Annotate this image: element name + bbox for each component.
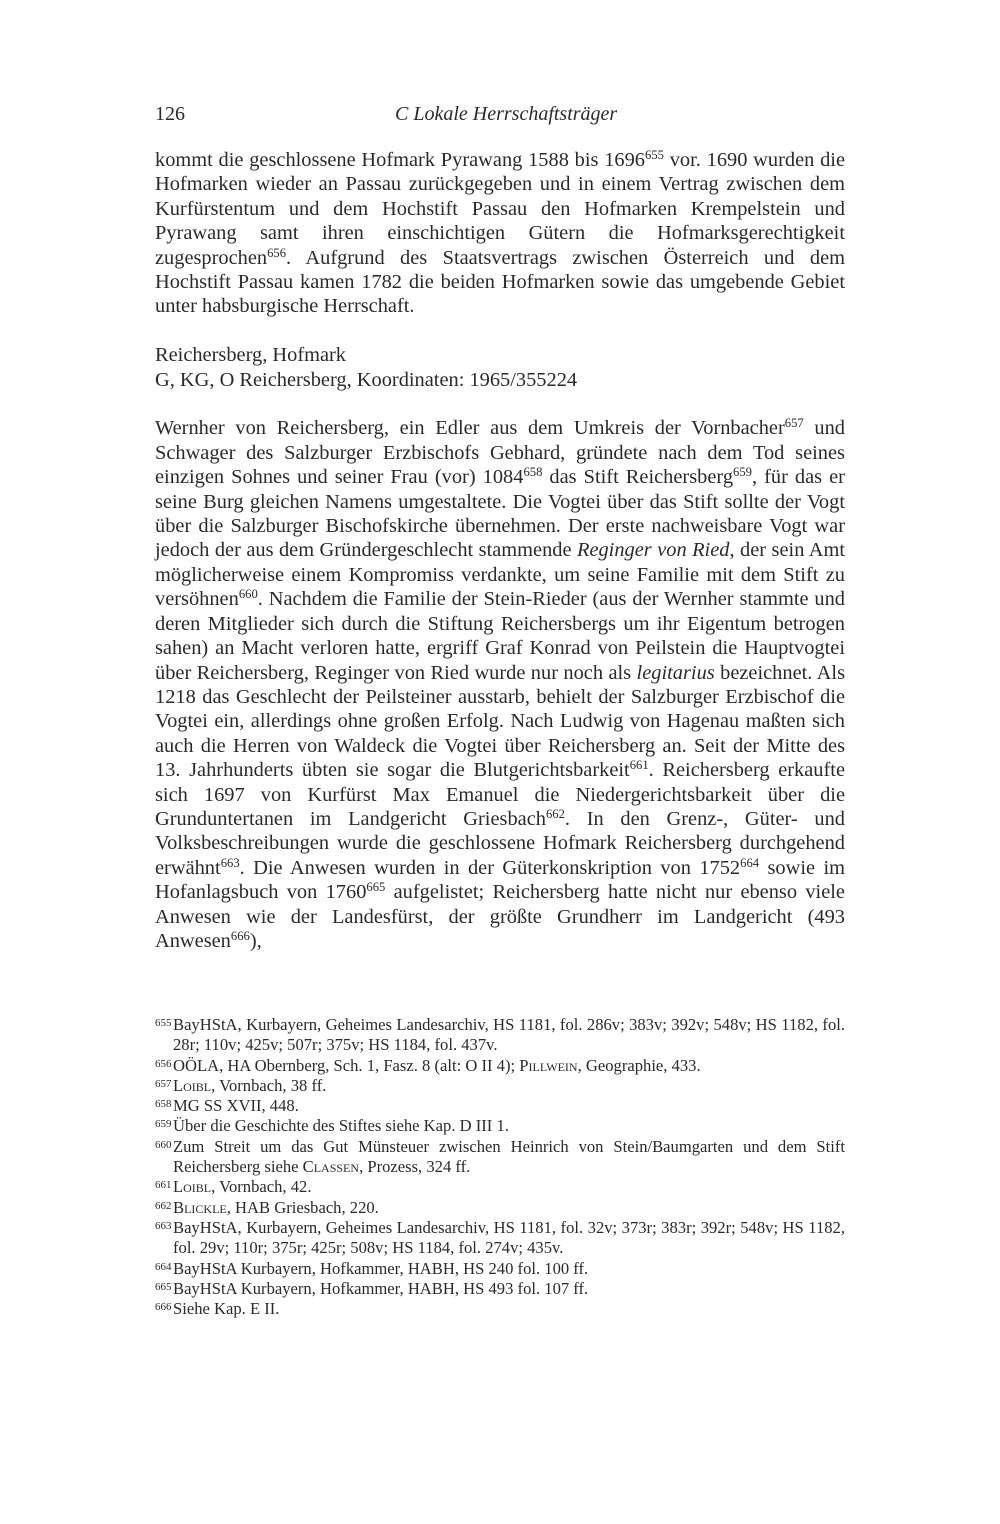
footnote-659: 659 Über die Geschichte des Stiftes siehe Kap. D III 1. bbox=[155, 1116, 509, 1136]
footnote-ref-656[interactable]: 656 bbox=[267, 245, 287, 260]
emphasis-reginger: Reginger von Ried bbox=[576, 539, 730, 562]
footnote-ref-660[interactable]: 660 bbox=[238, 587, 258, 602]
footnote-ref-655[interactable]: 655 bbox=[645, 148, 664, 163]
footnote-658: 658 MG SS XVII, 448. bbox=[155, 1096, 299, 1116]
footnote-663: 663 BayHStA, Kurbayern, Geheimes Landesarchiv, HS 1181, fol. 32v; 373r; 383r; 392r; 548v; HS 1182, fol. 29v; 110r; 375r; 425r; 508v; HS 1184, fol. 274v; 435v. bbox=[155, 1217, 845, 1258]
footnote-ref-659[interactable]: 659 bbox=[733, 465, 752, 480]
footnote-ref-663[interactable]: 663 bbox=[220, 855, 240, 870]
footnote-655: 655 BayHStA, Kurbayern, Geheimes Landesarchiv, HS 1181, fol. 286v; 383v; 392v; 548v; HS 1182, fol. 28r; 110v; 425v; 507r; 375v; HS 1184, fol. 437v. bbox=[155, 1015, 845, 1055]
paragraph-pyrawang: kommt die geschlossene Hofmark Pyrawang 1588 bis 1696$^{655}$ vor. 1690 wurden die Hofmarken wieder an Passau zurückgegeben und in einem Vertrag zwischen dem Kurfürstentum und dem Hochstift Passau den Hofmarken Krempelstein und Pyrawang samt ihren einschichtigen Gütern die Hofmarksgerechtigkeit zugesprochen$^{656}$. Aufgrund des Staatsvertrags zwischen Österreich und dem Hochstift Passau kamen 1782 die beiden Hofmarken sowie das umgebende Gebiet unter habsburgische Herrschaft. bbox=[155, 148, 845, 318]
footnote-ref-662[interactable]: 662 bbox=[545, 806, 565, 821]
footnote-661: 661 Loibl, Vornbach, 42. bbox=[155, 1177, 312, 1197]
main-text bbox=[155, 148, 845, 953]
footnote-ref-658[interactable]: 658 bbox=[523, 465, 543, 480]
footnote-656: 656 OÖLA, HA Obernberg, Sch. 1, Fasz. 8 (alt: O II 4); Pillwein, Geographie, 433. bbox=[155, 1055, 701, 1075]
footnote-ref-661[interactable]: 661 bbox=[629, 758, 649, 773]
footnote-664: 664 BayHStA Kurbayern, Hofkammer, HABH, HS 240 fol. 100 ff. bbox=[155, 1258, 589, 1278]
running-title: C Lokale Herrschaftsträger bbox=[395, 103, 618, 125]
footnote-662: 662 Blickle, HAB Griesbach, 220. bbox=[155, 1197, 379, 1217]
footnote-657: 657 Loibl, Vornbach, 38 ff. bbox=[155, 1075, 327, 1095]
paragraph-reichersberg: Wernher von Reichersberg, ein Edler aus dem Umkreis der Vornbacher$^{657}$ und Schwager des Salzburger Erzbischofs Gebhard, gründete nach dem Tod seines einzigen Sohnes und seiner Frau (vor) 1084$^{658}$ das Stift Reichersberg$^{659}$, für das er seine Burg gleichen Namens umgestaltete. Die Vogtei über das Stift sollte der Vogt über die Salzburger Bischofskirche übernehmen. Der erste nachweisbare Vogt war jedoch der aus dem Gründergeschlecht stammende Reginger von Ried, der sein Amt möglicherweise einem Kompromiss verdankte, um seine Familie mit dem Stift zu versöhnen$^{660}$. Nachdem die Familie der Stein-Rieder (aus der Wernher stammte und deren Mitglieder sich durch die Stiftung Reichersbergs um ihr Eigentum betrogen sahen) an Macht verloren hatte, ergriff Graf Konrad von Peilstein die Hauptvogtei über Reichersberg, Reginger von Ried wurde nur noch als legitarius bezeichnet. Als 1218 das Geschlecht der Peilsteiner ausstarb, behielt der Salzburger Erzbischof die Vogtei ein, allerdings ohne großen Erfolg. Nach Ludwig von Hagenau maßten sich auch die Herren von Waldeck die Vogtei über Reichersberg an. Seit der Mitte des 13. Jahrhunderts übten sie sogar die Blutgerichtsbarkeit$^{661}$. Reichersberg erkaufte sich 1697 von Kurfürst Max Emanuel die Niedergerichtsbarkeit über die Grunduntertanen im Landgericht Griesbach$^{662}$. In den Grenz-, Güter- und Volksbeschreibungen wurde die geschlossene Hofmark Reichersberg durchgehend erwähnt$^{663}$. Die Anwesen wurden in der Güterkonskription von 1752$^{664}$ sowie im Hofanlagsbuch von 1760$^{665}$ aufgelistet; Reichersberg hatte nicht nur ebenso viele Anwesen wie der Landesfürst, der größte Grundherr im Landgericht (493 Anwesen$^{666}$), bbox=[155, 416, 846, 952]
footnote-660: 660 Zum Streit um das Gut Münsteuer zwischen Heinrich von Stein/Baumgarten und dem Stift Reichersberg siehe Classen, Prozess, 324 ff. bbox=[155, 1136, 845, 1177]
footnote-ref-657[interactable]: 657 bbox=[784, 416, 804, 431]
emphasis-legitarius: legitarius bbox=[636, 661, 715, 684]
footnote-666: 666 Siehe Kap. E II. bbox=[155, 1299, 280, 1319]
footnotes bbox=[155, 1015, 845, 1319]
section-heading-reichersberg: Reichersberg, Hofmark bbox=[155, 344, 347, 367]
page-number: 126 bbox=[155, 103, 185, 125]
footnote-665: 665 BayHStA Kurbayern, Hofkammer, HABH, HS 493 fol. 107 ff. bbox=[155, 1278, 589, 1298]
section-coordinates: G, KG, O Reichersberg, Koordinaten: 1965/355224 bbox=[155, 368, 578, 391]
footnote-ref-664[interactable]: 664 bbox=[740, 855, 760, 870]
footnote-ref-665[interactable]: 665 bbox=[366, 880, 386, 895]
footnote-ref-666[interactable]: 666 bbox=[230, 929, 250, 944]
